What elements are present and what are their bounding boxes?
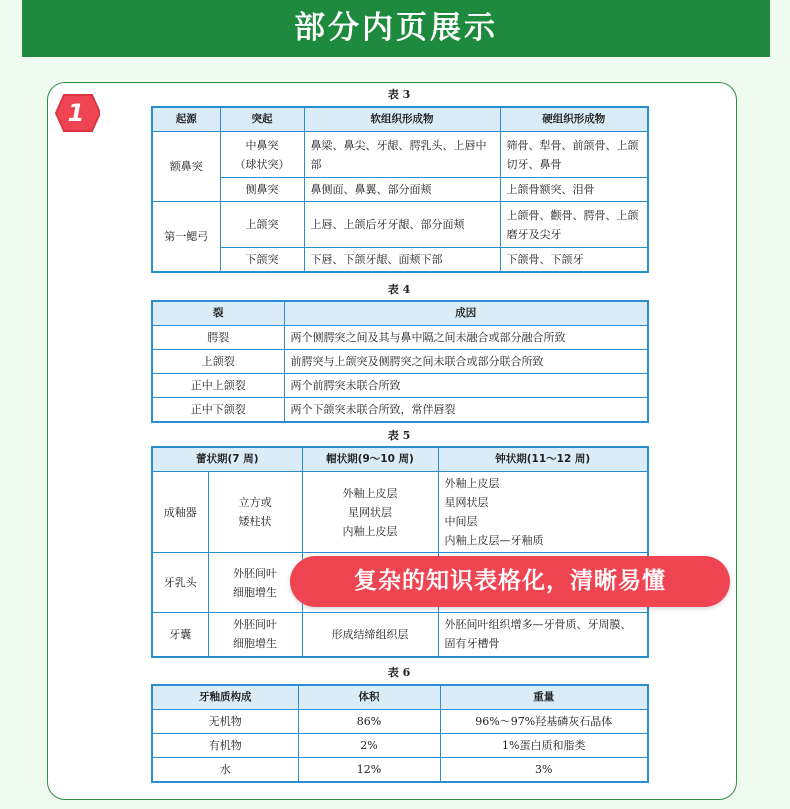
cause-cell: 两个下颌突未联合所致，常伴唇裂 bbox=[284, 398, 648, 423]
process-cell: 上颌突 bbox=[220, 202, 304, 248]
table4-header: 裂 bbox=[152, 301, 284, 326]
table-row bbox=[152, 248, 648, 273]
table5-header: 蕾状期(7 周) bbox=[152, 447, 302, 472]
table-row bbox=[152, 202, 648, 248]
cleft-cell: 上颌裂 bbox=[152, 350, 284, 374]
table-row bbox=[152, 132, 648, 178]
volume-cell: 2% bbox=[298, 734, 440, 758]
cleft-cell: 正中下颌裂 bbox=[152, 398, 284, 423]
table3-header: 突起 bbox=[220, 107, 304, 132]
soft-tissue-cell: 下唇、下颌牙龈、面颊下部 bbox=[304, 248, 500, 273]
hard-line: 切牙、鼻骨 bbox=[506, 157, 562, 171]
table6-header-row bbox=[152, 685, 648, 710]
table-row bbox=[152, 350, 648, 374]
table3-header-row bbox=[152, 107, 648, 132]
table6-header: 牙釉质构成 bbox=[152, 685, 298, 710]
section-number-badge bbox=[52, 93, 100, 133]
bell-line: 星网状层 bbox=[444, 496, 489, 509]
part-cell: 牙囊 bbox=[152, 613, 208, 657]
bell-line: 外釉上皮层 bbox=[444, 477, 500, 490]
cap-line: 内釉上皮层 bbox=[342, 524, 398, 538]
table6-header: 体积 bbox=[298, 685, 440, 710]
bell-line: 固有牙槽骨 bbox=[444, 637, 500, 651]
weight-cell: 3% bbox=[440, 758, 648, 783]
cap-stage-cell: 形成结缔组织层 bbox=[302, 613, 438, 657]
table-row bbox=[152, 710, 648, 734]
table3-header: 硬组织形成物 bbox=[500, 107, 648, 132]
table6 bbox=[151, 684, 649, 783]
table-row bbox=[152, 374, 648, 398]
component-cell: 水 bbox=[152, 758, 298, 783]
hard-line: 上颌骨、颧骨、腭骨、上颌 bbox=[506, 208, 639, 222]
process-cell: 下颌突 bbox=[220, 248, 304, 273]
cleft-cell: 腭裂 bbox=[152, 326, 284, 350]
promo-slogan-banner bbox=[290, 556, 730, 607]
cap-line: 星网状层 bbox=[348, 505, 392, 519]
process-cell bbox=[220, 132, 304, 178]
table3-header: 起源 bbox=[152, 107, 220, 132]
bud-stage-cell bbox=[208, 613, 302, 657]
volume-cell: 12% bbox=[298, 758, 440, 783]
table3-header: 软组织形成物 bbox=[304, 107, 500, 132]
promo-slogan-text: 复杂的知识表格化，清晰易懂 bbox=[354, 568, 666, 594]
weight-cell: 96%～97%羟基磷灰石晶体 bbox=[440, 710, 648, 734]
hard-tissue-cell bbox=[500, 202, 648, 248]
bud-line: 外胚间叶 bbox=[233, 618, 277, 632]
process-cell: 侧鼻突 bbox=[220, 178, 304, 202]
bell-stage-cell bbox=[438, 613, 648, 657]
table6-header: 重量 bbox=[440, 685, 648, 710]
cause-cell: 两个侧腭突之间及其与鼻中隔之间未融合或部分融合所致 bbox=[284, 326, 648, 350]
part-cell: 成釉器 bbox=[152, 472, 208, 553]
table5-caption: 表 5 bbox=[387, 429, 411, 442]
weight-cell: 1%蛋白质和脂类 bbox=[440, 734, 648, 758]
hard-tissue-cell: 上颌骨额突、泪骨 bbox=[500, 178, 648, 202]
bell-line: 中间层 bbox=[444, 515, 478, 528]
table6-caption: 表 6 bbox=[387, 666, 411, 679]
table5-header: 钟状期(11～12 周) bbox=[438, 447, 648, 472]
table4-header: 成因 bbox=[284, 301, 648, 326]
table-row bbox=[152, 326, 648, 350]
table5 bbox=[151, 446, 649, 658]
bud-line: 细胞增生 bbox=[233, 637, 277, 651]
table-row bbox=[152, 734, 648, 758]
badge-number: 1 bbox=[67, 99, 85, 127]
cap-line: 外釉上皮层 bbox=[342, 486, 398, 500]
soft-tissue-cell: 鼻梁、鼻尖、牙龈、腭乳头、上唇中部 bbox=[304, 132, 500, 178]
bud-stage-cell bbox=[208, 553, 302, 613]
process-line: （球状突） bbox=[234, 157, 290, 171]
soft-tissue-cell: 鼻侧面、鼻翼、部分面颊 bbox=[304, 178, 500, 202]
table-row bbox=[152, 613, 648, 657]
table-row bbox=[152, 758, 648, 783]
origin-cell: 第一鳃弓 bbox=[152, 202, 220, 273]
banner-title: 部分内页展示 bbox=[294, 10, 498, 46]
bud-line: 立方或 bbox=[238, 496, 272, 509]
page-banner bbox=[22, 0, 770, 57]
table3-caption: 表 3 bbox=[387, 88, 411, 101]
table5-header-row bbox=[152, 447, 648, 472]
bud-stage-cell bbox=[208, 472, 302, 553]
soft-tissue-cell: 上唇、上颌后牙牙龈、部分面颊 bbox=[304, 202, 500, 248]
bud-line: 细胞增生 bbox=[233, 585, 277, 599]
cap-stage-cell bbox=[302, 472, 438, 553]
table5-header: 帽状期(9～10 周) bbox=[302, 447, 438, 472]
cause-cell: 两个前腭突未联合所致 bbox=[284, 374, 648, 398]
bud-line: 外胚间叶 bbox=[233, 566, 277, 580]
hard-tissue-cell: 下颌骨、下颌牙 bbox=[500, 248, 648, 273]
table-row bbox=[152, 178, 648, 202]
bell-line: 外胚间叶组织增多—牙骨质、牙周膜、 bbox=[444, 618, 632, 632]
table4 bbox=[151, 300, 649, 423]
table4-caption: 表 4 bbox=[387, 283, 411, 296]
hard-tissue-cell bbox=[500, 132, 648, 178]
component-cell: 无机物 bbox=[152, 710, 298, 734]
table4-header-row bbox=[152, 301, 648, 326]
bell-stage-cell bbox=[438, 472, 648, 553]
cleft-cell: 正中上颌裂 bbox=[152, 374, 284, 398]
cause-cell: 前腭突与上颌突及侧腭突之间未联合或部分联合所致 bbox=[284, 350, 648, 374]
origin-cell: 额鼻突 bbox=[152, 132, 220, 202]
part-cell: 牙乳头 bbox=[152, 553, 208, 613]
hard-line: 磨牙及尖牙 bbox=[506, 227, 562, 241]
table-row bbox=[152, 398, 648, 423]
component-cell: 有机物 bbox=[152, 734, 298, 758]
table-row bbox=[152, 472, 648, 553]
table3 bbox=[151, 106, 649, 273]
bud-line: 矮柱状 bbox=[238, 515, 272, 528]
volume-cell: 86% bbox=[298, 710, 440, 734]
hard-line: 筛骨、犁骨、前颌骨、上颌 bbox=[506, 138, 639, 152]
process-line: 中鼻突 bbox=[245, 138, 279, 152]
bell-line: 内釉上皮层—牙釉质 bbox=[444, 534, 544, 547]
